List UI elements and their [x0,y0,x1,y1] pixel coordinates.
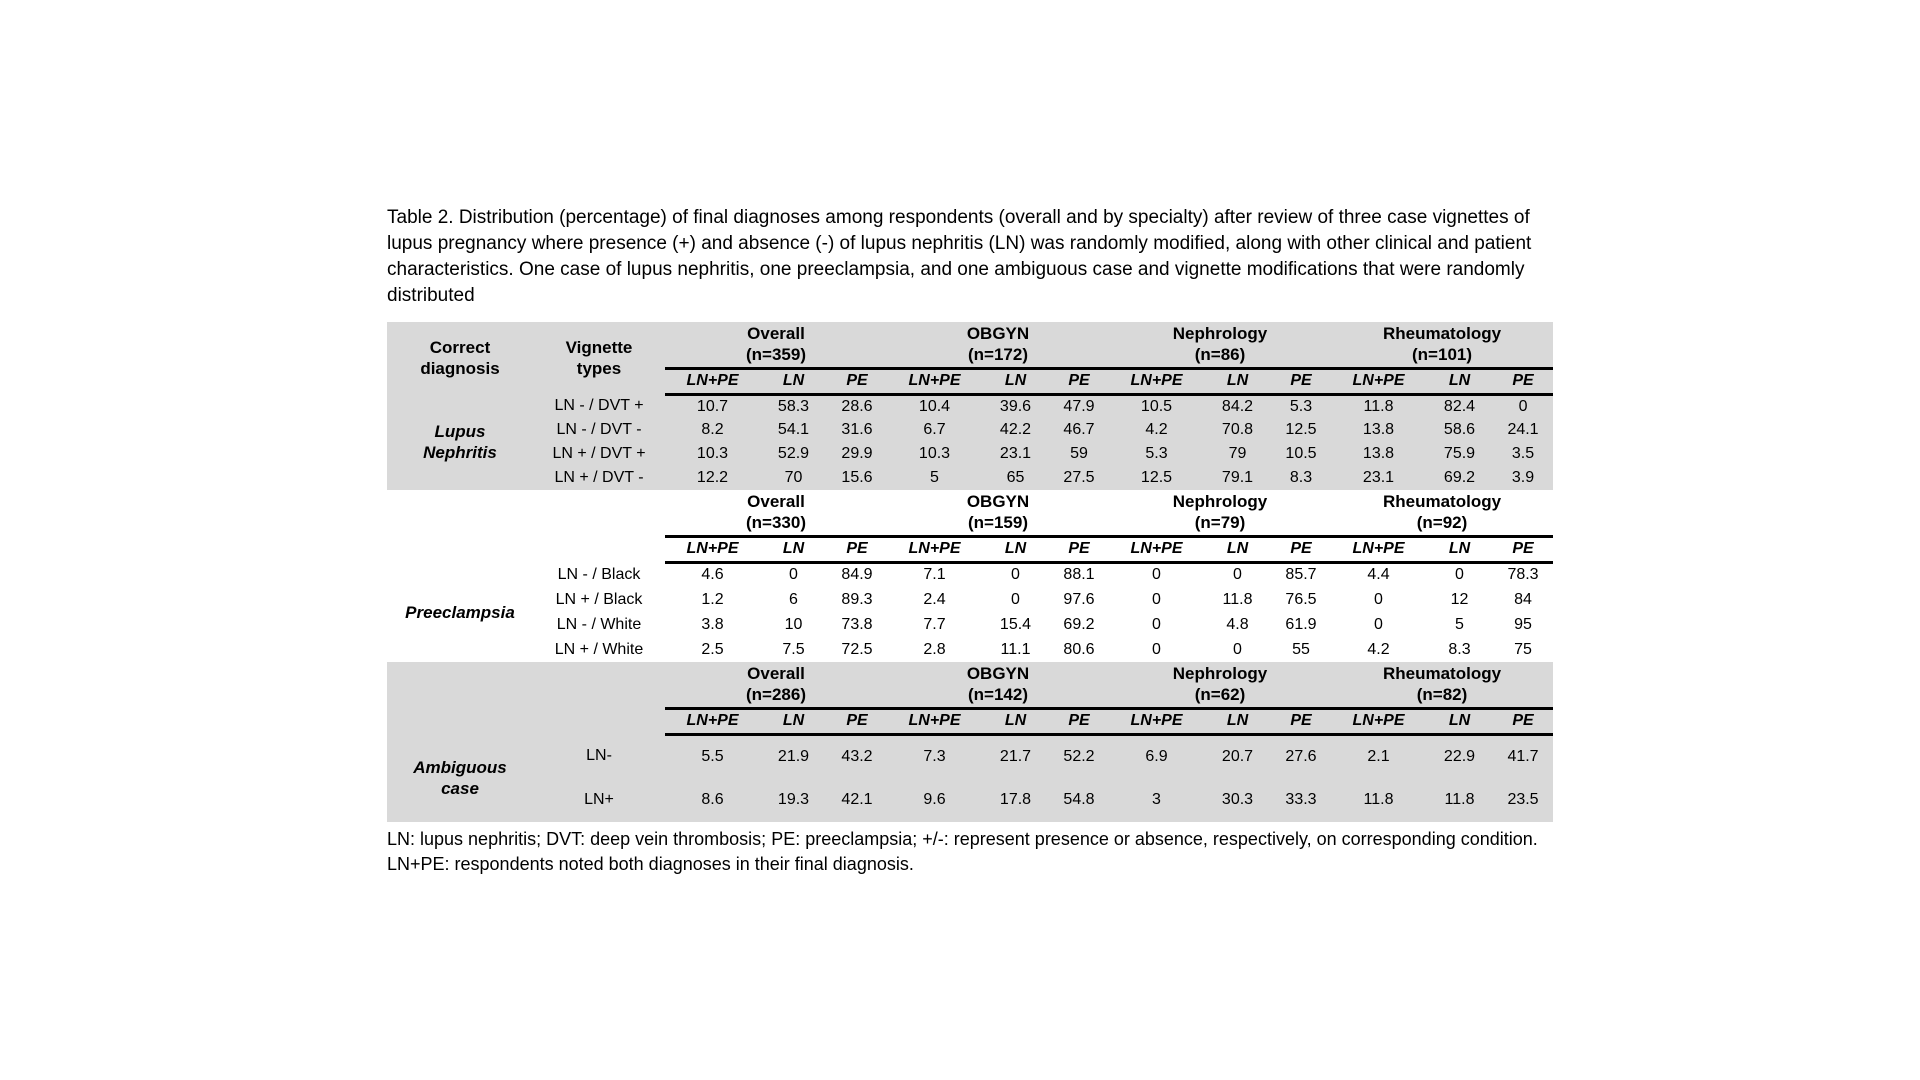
diagnosis-column-header: LN [982,368,1049,394]
diagnosis-column-header: LN+PE [1109,536,1204,562]
percentage-value: 95 [1514,615,1532,633]
percentage-value: 82.4 [1443,397,1476,415]
percentage-value: 7.7 [923,615,946,633]
diagnosis-column-header: PE [1493,708,1553,734]
percentage-value: 8.3 [1448,640,1471,658]
percentage-value: 11.8 [1363,397,1394,415]
group-name: Nephrology [1172,492,1268,512]
percentage-value: 41.7 [1507,747,1539,765]
percentage-value: 52.9 [777,445,810,462]
group-name: Rheumatology [1382,492,1502,512]
correct-diagnosis-label: Lupus Nephritis [423,422,497,462]
specialty-group-header [1331,662,1553,708]
group-n-count: (n=330) [746,513,806,533]
group-name: OBGYN [966,492,1030,512]
table-row [387,587,1553,612]
diagnosis-column-header: LN+PE [665,708,760,734]
diagnosis-block-0 [387,322,1553,490]
table-row [387,562,1553,587]
percentage-value: 24.1 [1507,421,1539,438]
percentage-value: 0 [1152,640,1161,658]
percentage-value: 10.5 [1140,397,1173,415]
percentage-value: 21.9 [777,747,810,765]
percentage-value: 58.3 [777,397,810,415]
diagnosis-column-header: PE [827,368,887,394]
percentage-value: 6.7 [923,421,946,438]
percentage-value: 10.3 [696,445,729,462]
percentage-value: 52.2 [1063,747,1095,765]
table-row [387,418,1553,442]
specialty-group-header [665,490,887,536]
percentage-value: 0 [1374,615,1383,633]
percentage-value: 0 [1518,397,1528,415]
percentage-value: 85.7 [1285,566,1317,584]
diagnosis-column-header: PE [827,536,887,562]
percentage-value: 0 [1152,615,1161,633]
group-header-row [387,662,1553,708]
percentage-value: 10.5 [1285,445,1317,462]
percentage-value: 12.5 [1285,421,1317,438]
percentage-value: 0 [1233,640,1242,658]
percentage-value: 55 [1292,640,1310,658]
vignette-type-label: LN + / Black [555,590,643,608]
group-n-count: (n=172) [968,345,1028,365]
percentage-value: 84 [1514,590,1532,608]
corner-spacer [387,662,533,734]
percentage-value: 4.2 [1367,640,1390,658]
vignette-type-label: LN + / White [554,640,644,658]
group-n-count: (n=92) [1416,513,1468,533]
percentage-value: 11.8 [1222,590,1253,608]
group-n-count: (n=62) [1194,685,1246,705]
group-name: Nephrology [1172,664,1268,684]
specialty-group-header [887,490,1109,536]
diagnosis-column-header: LN+PE [665,368,760,394]
vignette-type-label: LN - / DVT + [554,397,644,414]
diagnosis-column-header: PE [1049,708,1109,734]
group-header-row [387,322,1553,368]
percentage-value: 4.6 [701,566,724,584]
percentage-value: 10.7 [696,397,729,415]
percentage-value: 3.9 [1511,469,1535,486]
table-row [387,734,1553,778]
group-name: Rheumatology [1382,664,1502,684]
table-caption: Table 2. Distribution (percentage) of final diagnoses among respondents (overall and by specialty) after review of three case vignettes of lupus pregnancy where presence (+) and absence (-) of lupus nephritis (LN) was randomly modified, along with other clinical and patient characteristics. One case of lupus nephritis, one preeclampsia, and one ambiguous case and vignette modifications that were randomly distributed [387,207,1532,306]
percentage-value: 28.6 [841,397,873,415]
percentage-value: 2.8 [923,640,946,658]
correct-diagnosis-header: Correct diagnosis [420,338,500,378]
percentage-value: 75.9 [1443,445,1476,462]
percentage-value: 19.3 [777,791,810,808]
specialty-group-header [1331,322,1553,368]
percentage-value: 31.6 [841,421,873,438]
diagnosis-column-header: PE [1271,708,1331,734]
percentage-value: 11.8 [1363,791,1394,808]
percentage-value: 84.2 [1221,397,1254,415]
percentage-value: 33.3 [1285,791,1317,808]
percentage-value: 22.9 [1443,747,1476,765]
diagnosis-column-header: LN+PE [1331,536,1426,562]
group-n-count: (n=86) [1194,345,1246,365]
specialty-group-header [1109,662,1331,708]
specialty-group-header [1331,490,1553,536]
diagnosis-block-2 [387,662,1553,822]
diagnosis-column-header: LN+PE [1109,368,1204,394]
percentage-value: 0 [1455,566,1464,584]
percentage-value: 7.3 [923,747,946,765]
diagnosis-column-header: LN+PE [887,368,982,394]
diagnosis-column-header: LN [760,368,827,394]
percentage-value: 29.9 [841,445,873,462]
group-name: OBGYN [966,664,1030,684]
percentage-value: 84.9 [841,566,873,584]
percentage-value: 0 [789,566,798,584]
specialty-group-header [887,662,1109,708]
percentage-value: 17.8 [999,791,1032,808]
percentage-value: 5 [930,469,939,486]
percentage-value: 80.6 [1063,640,1095,658]
percentage-value: 8.3 [1289,469,1313,486]
percentage-value: 43.2 [841,747,873,765]
percentage-value: 6.9 [1145,747,1168,765]
percentage-value: 70 [784,469,803,486]
percentage-value: 54.8 [1063,791,1095,808]
percentage-value: 11.1 [1000,640,1031,658]
group-n-count: (n=159) [968,513,1028,533]
diagnosis-column-header: LN [982,536,1049,562]
percentage-value: 4.2 [1145,421,1168,438]
table-footnote: LN: lupus nephritis; DVT: deep vein thrombosis; PE: preeclampsia; +/-: represent presence or absence, respectively, on corresponding condition. LN+PE: respondents noted both diagnoses in their final diagnosis. [387,829,1538,874]
specialty-group-header [665,322,887,368]
group-name: Overall [747,492,805,512]
vignette-types-header: Vignette types [565,338,633,378]
group-name: Nephrology [1172,324,1268,344]
vignette-type-label: LN + / DVT + [552,445,646,462]
percentage-value: 4.4 [1367,566,1390,584]
group-n-count: (n=359) [746,345,806,365]
diagnosis-column-header: LN [1204,536,1271,562]
diagnosis-column-header: LN+PE [1109,708,1204,734]
percentage-value: 2.5 [701,640,724,658]
percentage-value: 9.6 [923,791,946,808]
diagnosis-column-header: PE [1049,536,1109,562]
diagnosis-column-header: PE [1493,536,1553,562]
percentage-value: 3.5 [1511,445,1535,462]
percentage-value: 3.8 [701,615,724,633]
vignette-type-label: LN - / DVT - [556,421,642,438]
percentage-value: 54.1 [777,421,810,438]
percentage-value: 72.5 [841,640,873,658]
diagnosis-column-header: LN [982,708,1049,734]
correct-diagnosis-label: Preeclampsia [405,602,515,622]
group-n-count: (n=286) [746,685,806,705]
percentage-value: 73.8 [841,615,873,633]
percentage-value: 11.8 [1444,791,1475,808]
specialty-group-header [887,322,1109,368]
diagnosis-column-header: PE [1049,368,1109,394]
percentage-value: 13.8 [1362,421,1395,438]
diagnosis-column-header: PE [1271,536,1331,562]
group-name: OBGYN [966,324,1030,344]
group-name: Overall [747,324,805,344]
percentage-value: 10.3 [918,445,951,462]
diagnosis-column-header: LN+PE [887,708,982,734]
diagnosis-column-header: LN [1426,368,1493,394]
percentage-value: 13.8 [1362,445,1395,462]
percentage-value: 12.5 [1140,469,1173,486]
diagnosis-column-header: LN [1426,536,1493,562]
percentage-value: 12.2 [696,469,729,486]
diagnosis-column-header: LN [1204,368,1271,394]
diagnosis-column-header: PE [1493,368,1553,394]
percentage-value: 21.7 [999,747,1032,765]
table-row [387,612,1553,637]
percentage-value: 2.1 [1367,747,1390,765]
paper-page [387,205,1553,877]
percentage-value: 5.3 [1145,445,1168,462]
percentage-value: 0 [1152,566,1161,584]
table-row [387,466,1553,490]
percentage-value: 0 [1374,590,1383,608]
group-name: Overall [747,664,805,684]
percentage-value: 65 [1006,469,1025,486]
table-row [387,394,1553,418]
group-n-count: (n=82) [1416,685,1468,705]
percentage-value: 7.5 [782,640,805,658]
percentage-value: 89.3 [841,590,873,608]
percentage-value: 27.6 [1285,747,1317,765]
percentage-value: 20.7 [1221,747,1254,765]
vignette-type-label: LN+ [584,791,614,808]
percentage-value: 8.6 [701,791,724,808]
percentage-value: 78.3 [1507,566,1539,584]
percentage-value: 30.3 [1221,791,1254,808]
percentage-value: 88.1 [1063,566,1095,584]
diagnosis-column-header: LN+PE [665,536,760,562]
percentage-value: 0 [1011,590,1020,608]
percentage-value: 69.2 [1443,469,1476,486]
percentage-value: 58.6 [1443,421,1476,438]
diagnosis-column-header: LN+PE [887,536,982,562]
percentage-value: 23.1 [999,445,1032,462]
percentage-value: 61.9 [1285,615,1317,633]
group-n-count: (n=142) [968,685,1028,705]
percentage-value: 12 [1450,590,1469,608]
corner-spacer [533,490,665,562]
diagnosis-table [387,322,1553,822]
diagnosis-column-header: LN+PE [1331,368,1426,394]
percentage-value: 5 [1455,615,1464,633]
group-n-count: (n=101) [1412,345,1473,365]
vignette-type-label: LN - / White [556,615,642,633]
percentage-value: 79.1 [1221,469,1254,486]
percentage-value: 0 [1011,566,1020,584]
percentage-value: 4.8 [1226,615,1249,633]
percentage-value: 1.2 [701,590,724,608]
percentage-value: 15.6 [841,469,873,486]
specialty-group-header [665,662,887,708]
table-row [387,442,1553,466]
percentage-value: 27.5 [1063,469,1095,486]
percentage-value: 8.2 [701,421,724,438]
percentage-value: 75 [1514,640,1532,658]
percentage-value: 2.4 [923,590,946,608]
percentage-value: 76.5 [1285,590,1317,608]
diagnosis-column-header: LN+PE [1331,708,1426,734]
percentage-value: 6 [789,590,798,608]
percentage-value: 97.6 [1063,590,1095,608]
percentage-value: 0 [1152,590,1161,608]
percentage-value: 5.5 [701,747,724,765]
corner-spacer [533,662,665,734]
specialty-group-header [1109,490,1331,536]
percentage-value: 47.9 [1063,397,1095,415]
diagnosis-column-header: PE [827,708,887,734]
percentage-value: 10.4 [918,397,951,415]
percentage-value: 3 [1152,791,1161,808]
vignette-type-label: LN + / DVT - [554,469,644,486]
percentage-value: 0 [1233,566,1242,584]
percentage-value: 15.4 [999,615,1032,633]
percentage-value: 23.5 [1507,791,1539,808]
percentage-value: 79 [1228,445,1247,462]
percentage-value: 5.3 [1289,397,1313,415]
specialty-group-header [1109,322,1331,368]
diagnosis-column-header: PE [1271,368,1331,394]
percentage-value: 23.1 [1362,469,1395,486]
percentage-value: 69.2 [1063,615,1095,633]
corner-spacer [387,490,533,562]
vignette-type-label: LN - / Black [557,565,641,583]
percentage-value: 39.6 [999,397,1032,415]
percentage-value: 59 [1070,445,1088,462]
diagnosis-column-header: LN [760,536,827,562]
diagnosis-column-header: LN [760,708,827,734]
percentage-value: 46.7 [1063,421,1095,438]
table-row [387,778,1553,822]
diagnosis-block-1 [387,490,1553,662]
percentage-value: 10 [784,615,803,633]
group-name: Rheumatology [1382,324,1502,344]
percentage-value: 70.8 [1221,421,1254,438]
percentage-value: 42.1 [841,791,873,808]
group-n-count: (n=79) [1194,513,1246,533]
diagnosis-column-header: LN [1204,708,1271,734]
correct-diagnosis-label: Ambiguous case [413,758,507,798]
percentage-value: 7.1 [923,566,946,584]
table-row [387,637,1553,662]
group-header-row [387,490,1553,536]
diagnosis-column-header: LN [1426,708,1493,734]
vignette-type-label: LN- [586,747,612,764]
percentage-value: 42.2 [999,421,1032,438]
